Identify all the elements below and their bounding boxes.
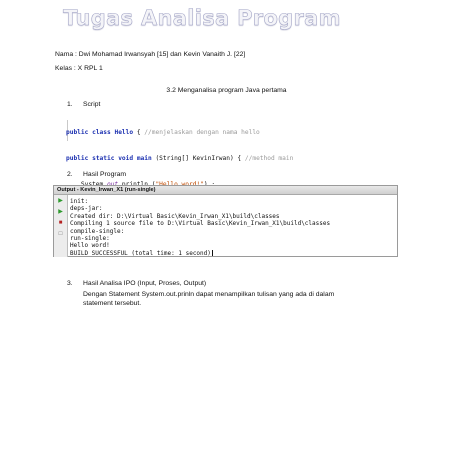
analysis-text-line: Dengan Statement System.out.prinln dapat menampilkan tulisan yang ada di dalam	[83, 291, 335, 298]
console-line: init:	[70, 198, 89, 205]
output-window-screenshot	[53, 185, 398, 257]
console-line: Compiling 1 source file to D:\Virtual Basic\Kevin_Irwan_X1\build\classes	[70, 220, 331, 228]
console-line-final: BUILD SUCCESSFUL (total time: 1 second)	[70, 249, 211, 257]
list-label: Script	[83, 101, 101, 108]
run-icon: ▶	[58, 198, 63, 204]
analysis-description	[83, 290, 383, 308]
code-line-2: public static void main (String[] KevinIrwan) { //method main	[66, 154, 294, 162]
stop-icon: ■	[58, 220, 63, 226]
document-title: Tugas Analisa Program	[63, 6, 341, 30]
class-label: Kelas : X RPL 1	[55, 65, 103, 72]
list-item-ipo-analysis	[67, 280, 387, 290]
rerun-icon: ▶	[58, 209, 63, 215]
console-line: Hello word!	[70, 242, 110, 250]
code-line-1: public class Hello { //menjelaskan dengan nama hello	[66, 128, 260, 136]
console-line: run-single:	[70, 235, 110, 243]
list-label: Hasil Analisa IPO (Input, Proses, Output)	[83, 280, 207, 287]
section-heading: 3.2 Menganalisa program Java pertama	[166, 87, 287, 94]
output-toolbar	[54, 195, 68, 257]
list-number: 2.	[67, 171, 73, 178]
console-line: deps-jar:	[70, 205, 103, 213]
list-item-script	[67, 101, 187, 111]
student-names: Nama : Dwi Mohamad Irwansyah [15] dan Kevin Vanaith J. [22]	[55, 51, 246, 58]
code-snippet	[66, 111, 366, 161]
list-item-program-result	[67, 171, 187, 181]
list-label: Hasil Program	[83, 171, 127, 178]
output-console-text	[70, 198, 330, 257]
list-number: 3.	[67, 280, 73, 287]
analysis-text-line: statement tersebut.	[83, 300, 142, 307]
list-number: 1.	[67, 101, 73, 108]
output-window-title: Output - Kevin_Irwan_X1 (run-single)	[54, 186, 397, 195]
clear-icon: □	[58, 231, 63, 237]
text-caret	[212, 250, 213, 256]
console-line: compile-single:	[70, 227, 125, 235]
console-line: Created dir: D:\Virtual Basic\Kevin_Irwan_X1\build\classes	[70, 212, 280, 220]
